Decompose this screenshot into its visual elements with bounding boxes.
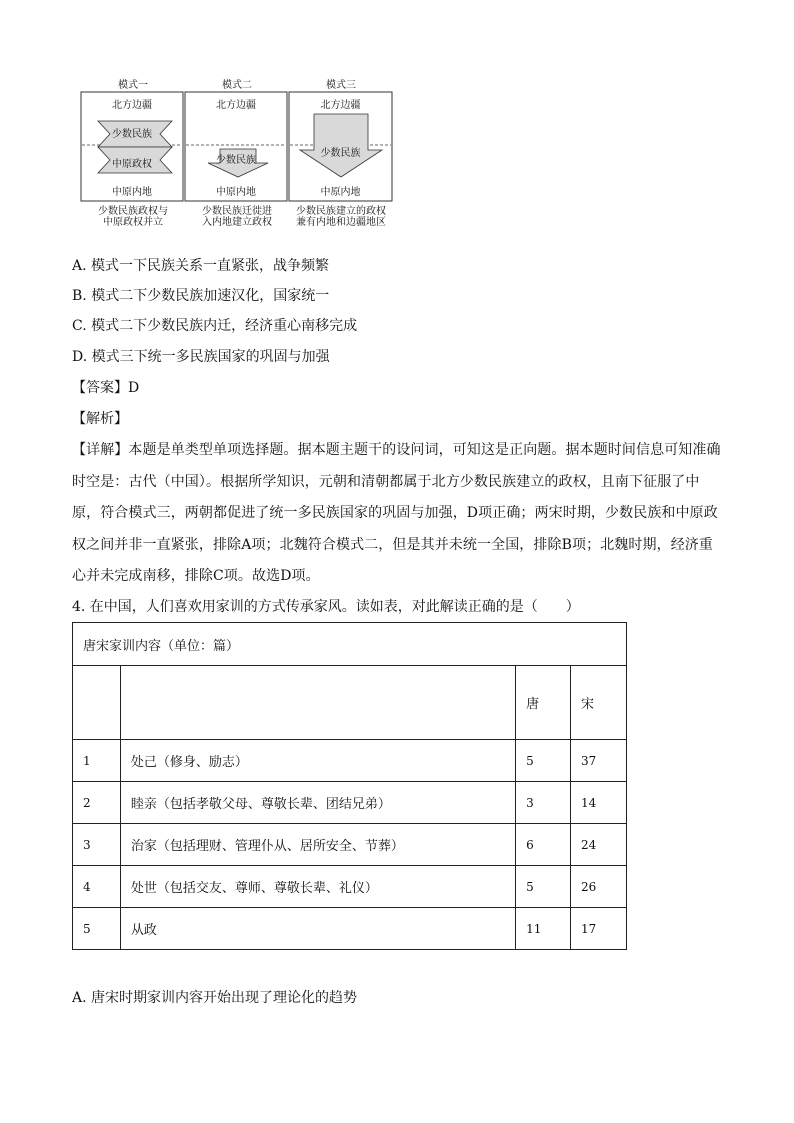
table-row <box>73 782 627 824</box>
model-3-caption-1: 少数民族建立的政权 <box>296 206 386 217</box>
q3-option-b: B. 模式二下少数民族加速汉化，国家统一 <box>72 288 330 304</box>
answer-line <box>72 378 139 398</box>
model-2-title: 模式二 <box>222 80 252 91</box>
model-1-caption-2: 中原政权并立 <box>103 217 163 228</box>
table-header-row <box>73 666 627 740</box>
row-song: 14 <box>571 782 627 824</box>
question-4: 4. 在中国，人们喜欢用家训的方式传承家风。读如表，对此解读正确的是（ ） <box>72 599 580 615</box>
model-3-title: 模式三 <box>326 80 356 91</box>
model-1-central-label: 中原政权 <box>112 159 152 170</box>
model-1-minority-label: 少数民族 <box>112 129 152 140</box>
q3-option-c: C. 模式二下少数民族内迁，经济重心南移完成 <box>72 318 358 334</box>
model-3-north-label: 北方边疆 <box>320 100 361 111</box>
model-1-caption-1: 少数民族政权与 <box>98 206 168 217</box>
q4-option-a: A. 唐宋时期家训内容开始出现了理论化的趋势 <box>72 990 358 1006</box>
row-tang: 5 <box>516 866 571 908</box>
header-tang: 唐 <box>516 666 571 740</box>
model-1-south-label: 中原内地 <box>112 187 152 198</box>
table-caption: 唐宋家训内容（单位：篇） <box>73 623 627 666</box>
q3-option-d: D. 模式三下统一多民族国家的巩固与加强 <box>72 349 330 365</box>
row-no: 1 <box>73 740 121 782</box>
model-3-south-label: 中原内地 <box>320 187 361 198</box>
row-content: 从政 <box>120 908 515 950</box>
model-2-caption-2: 入内地建立政权 <box>202 217 272 228</box>
row-tang: 5 <box>516 740 571 782</box>
table-row <box>73 740 627 782</box>
answer-label: 【答案】 <box>72 380 128 396</box>
row-song: 17 <box>571 908 627 950</box>
row-tang: 11 <box>516 908 571 950</box>
q3-option-a: A. 模式一下民族关系一直紧张，战争频繁 <box>72 258 330 274</box>
row-content: 睦亲（包括孝敬父母、尊敬长辈、团结兄弟） <box>120 782 515 824</box>
model-3-arrow-label: 少数民族 <box>320 148 361 159</box>
table-caption-row <box>73 623 627 666</box>
model-3-caption-2: 兼有内地和边疆地区 <box>296 217 386 228</box>
table-row <box>73 824 627 866</box>
model-1-title: 模式一 <box>118 80 148 91</box>
model-2-caption-1: 少数民族迁徙进 <box>202 206 272 217</box>
header-content-cell <box>120 666 515 740</box>
row-tang: 3 <box>516 782 571 824</box>
family-instruction-table <box>72 622 627 950</box>
answer-value: D <box>128 380 140 396</box>
row-song: 26 <box>571 866 627 908</box>
row-content: 处己（修身、励志） <box>120 740 515 782</box>
row-tang: 6 <box>516 824 571 866</box>
detail-paragraph: 【详解】本题是单类型单项选择题。据本题主题干的设问词，可知这是正向题。据本题时间信息可知准确时空是：古代（中国）。根据所学知识，元朝和清朝都属于北方少数民族建立的政权，且南下征服了中原，符合模式三，两朝都促进了统一多民族国家的巩固与加强，D项正确；两宋时期，少数民族和中原政权之间并非一直紧张，排除A项；北魏符合模式二，但是其并未统一全国，排除B项；北魏时期，经济重心并未完成南移，排除C项。故选D项。 <box>72 442 721 584</box>
model-2-arrow-label: 少数民族 <box>216 155 256 166</box>
row-no: 3 <box>73 824 121 866</box>
row-content: 处世（包括交友、尊师、尊敬长辈、礼仪） <box>120 866 515 908</box>
row-no: 4 <box>73 866 121 908</box>
table-row <box>73 866 627 908</box>
model-2-north-label: 北方边疆 <box>216 100 256 111</box>
table-row <box>73 908 627 950</box>
analysis-label: 【解析】 <box>72 411 128 427</box>
header-song: 宋 <box>571 666 627 740</box>
row-song: 24 <box>571 824 627 866</box>
header-no-cell <box>73 666 121 740</box>
row-content: 治家（包括理财、管理仆从、居所安全、节葬） <box>120 824 515 866</box>
row-no: 5 <box>73 908 121 950</box>
row-song: 37 <box>571 740 627 782</box>
model-2-south-label: 中原内地 <box>216 187 256 198</box>
model-1-north-label: 北方边疆 <box>112 100 152 111</box>
row-no: 2 <box>73 782 121 824</box>
